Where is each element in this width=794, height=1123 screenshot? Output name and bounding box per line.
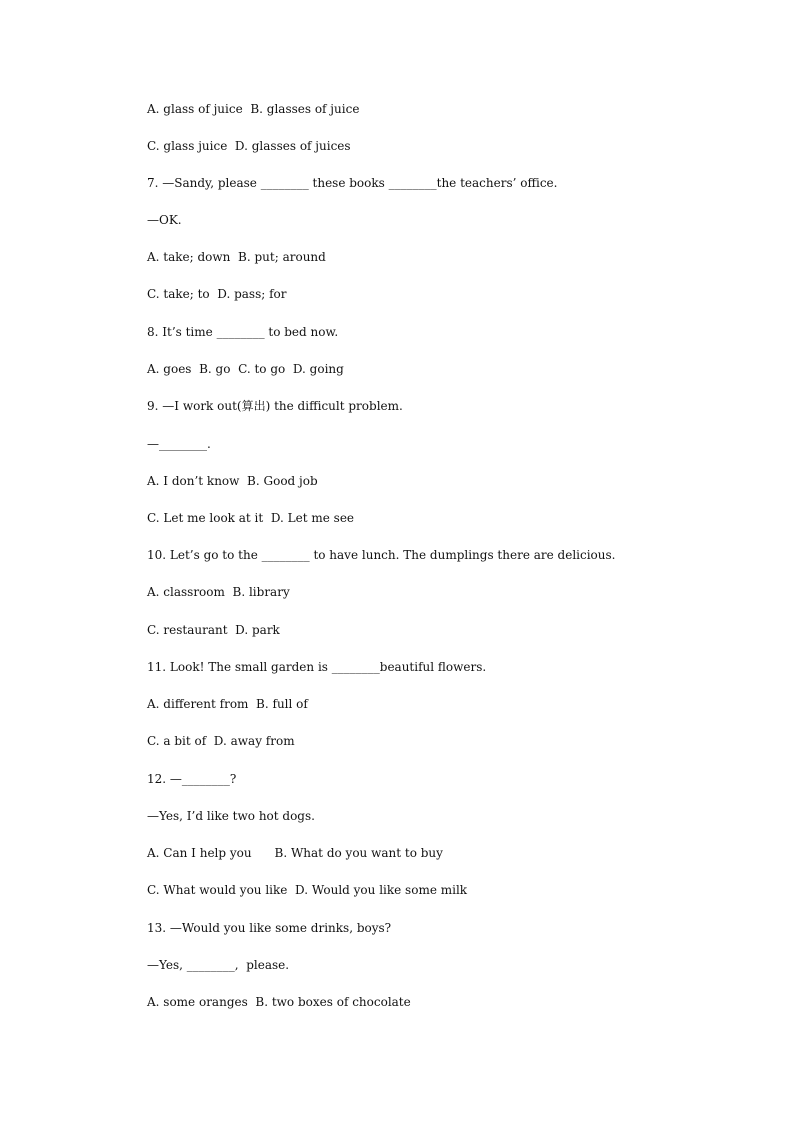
option-line: A. take; down B. put; around [147,250,326,264]
question-12: 12. —________? [147,772,237,786]
question-9: 9. —I work out(算出) the difficult problem. [147,399,403,413]
option-line: C. a bit of D. away from [147,734,295,748]
option-line: C. Let me look at it D. Let me see [147,511,355,525]
dialogue-line: —________. [147,437,211,451]
question-13: 13. —Would you like some drinks, boys? [147,921,392,935]
option-line: A. Can I help you B. What do you want to buy [147,846,443,860]
dialogue-line: —Yes, I’d like two hot dogs. [147,809,315,823]
option-line: C. take; to D. pass; for [147,287,287,301]
option-line: C. restaurant D. park [147,623,280,637]
option-line: A. some oranges B. two boxes of chocolate [147,995,411,1009]
question-10: 10. Let’s go to the ________ to have lunch. The dumplings there are delicious. [147,548,616,562]
dialogue-line: —Yes, ________, please. [147,958,290,972]
question-7: 7. —Sandy, please ________ these books ________the teachers’ office. [147,176,558,190]
option-line: A. I don’t know B. Good job [147,474,318,488]
question-8: 8. It’s time ________ to bed now. [147,325,339,339]
option-line: A. goes B. go C. to go D. going [147,362,344,376]
question-11: 11. Look! The small garden is ________beautiful flowers. [147,660,487,674]
dialogue-line: —OK. [147,213,182,227]
option-line: C. glass juice D. glasses of juices [147,139,351,153]
option-line: A. different from B. full of [147,697,308,711]
option-line: A. classroom B. library [147,585,290,599]
option-line: C. What would you like D. Would you like some milk [147,883,468,897]
option-line: A. glass of juice B. glasses of juice [147,102,360,116]
